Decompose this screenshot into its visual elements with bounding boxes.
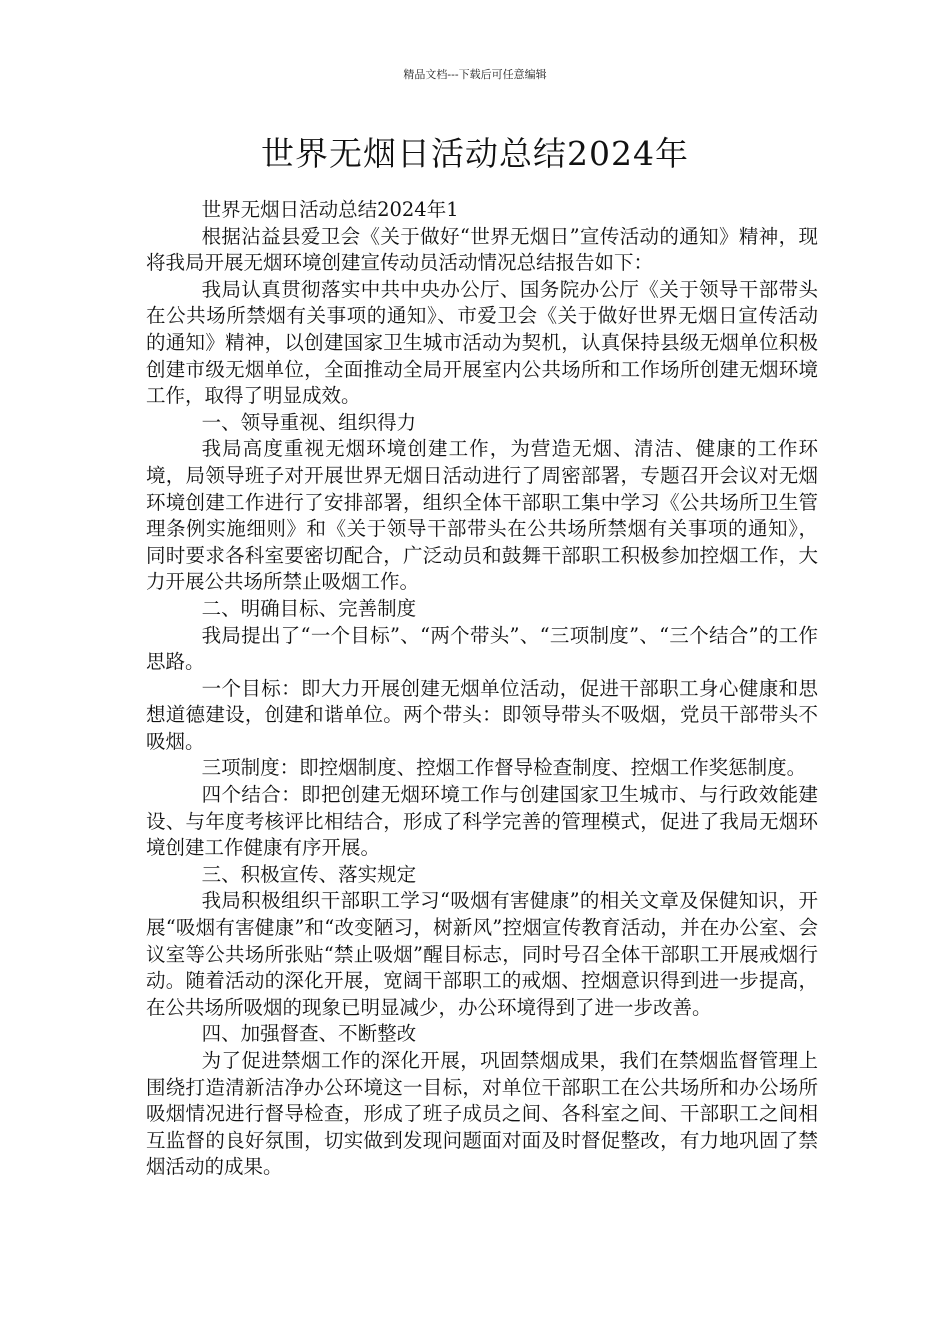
section-heading: 一、领导重视、组织得力 (201, 410, 417, 434)
paragraph: 一个目标：即大力开展创建无烟单位活动，促进干部职工身心健康和思想道德建设，创建和谐单位。两个带头：即领导带头不吸烟，党员干部带头不吸烟。 (146, 676, 818, 753)
paragraph: 我局认真贯彻落实中共中央办公厅、国务院办公厅《关于领导干部带头在公共场所禁烟有关事项的通知》、市爱卫会《关于做好世界无烟日宣传活动的通知》精神，以创建国家卫生城市活动为契机，认真保持县级无烟单位积极创建市级无烟单位，全面推动全局开展室内公共场所和工作场所创建无烟环境工作，取得了明显成效。 (146, 277, 818, 408)
paragraph: 根据沾益县爱卫会《关于做好“世界无烟日”宣传活动的通知》精神，现将我局开展无烟环境创建宣传动员活动情况总结报告如下： (146, 224, 818, 275)
paragraph: 我局高度重视无烟环境创建工作，为营造无烟、清洁、健康的工作环境，局领导班子对开展世界无烟日活动进行了周密部署，专题召开会议对无烟环境创建工作进行了安排部署，组织全体干部职工集中学习《公共场所卫生管理条例实施细则》和《关于领导干部带头在公共场所禁烟有关事项的通知》，同时要求各科室要密切配合，广泛动员和鼓舞干部职工积极参加控烟工作，大力开展公共场所禁止吸烟工作。 (146, 437, 818, 594)
section-heading: 二、明确目标、完善制度 (201, 596, 417, 620)
paragraph: 四个结合：即把创建无烟环境工作与创建国家卫生城市、与行政效能建设、与年度考核评比相结合，形成了科学完善的管理模式，促进了我局无烟环境创建工作健康有序开展。 (146, 783, 818, 860)
section-heading: 四、加强督查、不断整改 (201, 1022, 417, 1046)
paragraph: 为了促进禁烟工作的深化开展，巩固禁烟成果，我们在禁烟监督管理上围绕打造清新洁净办公环境这一目标，对单位干部职工在公共场所和办公场所吸烟情况进行督导检查，形成了班子成员之间、各科室之间、干部职工之间相互监督的良好氛围，切实做到发现问题面对面及时督促整改，有力地巩固了禁烟活动的成果。 (146, 1049, 818, 1179)
subtitle-line: 世界无烟日活动总结2024年1 (201, 198, 459, 221)
paragraph: 我局提出了“一个目标”、“两个带头”、“三项制度”、“三个结合”的工作思路。 (146, 623, 818, 674)
section-heading: 三、积极宣传、落实规定 (201, 862, 417, 886)
page-header: 精品文档---下载后可任意编辑 (403, 68, 547, 81)
paragraph: 我局积极组织干部职工学习“吸烟有害健康”的相关文章及保健知识，开展“吸烟有害健康”和“改变陋习，树新风”控烟宣传教育活动，并在办公室、会议室等公共场所张贴“禁止吸烟”醒目标志，同时号召全体干部职工开展戒烟行动。随着活动的深化开展，宽阔干部职工的戒烟、控烟意识得到进一步提高，在公共场所吸烟的现象已明显减少，办公环境得到了进一步改善。 (146, 889, 818, 1019)
document-title: 世界无烟日活动总结2024年 (261, 134, 689, 173)
document-body (146, 197, 818, 1181)
paragraph: 三项制度：即控烟制度、控烟工作督导检查制度、控烟工作奖惩制度。 (201, 756, 807, 780)
